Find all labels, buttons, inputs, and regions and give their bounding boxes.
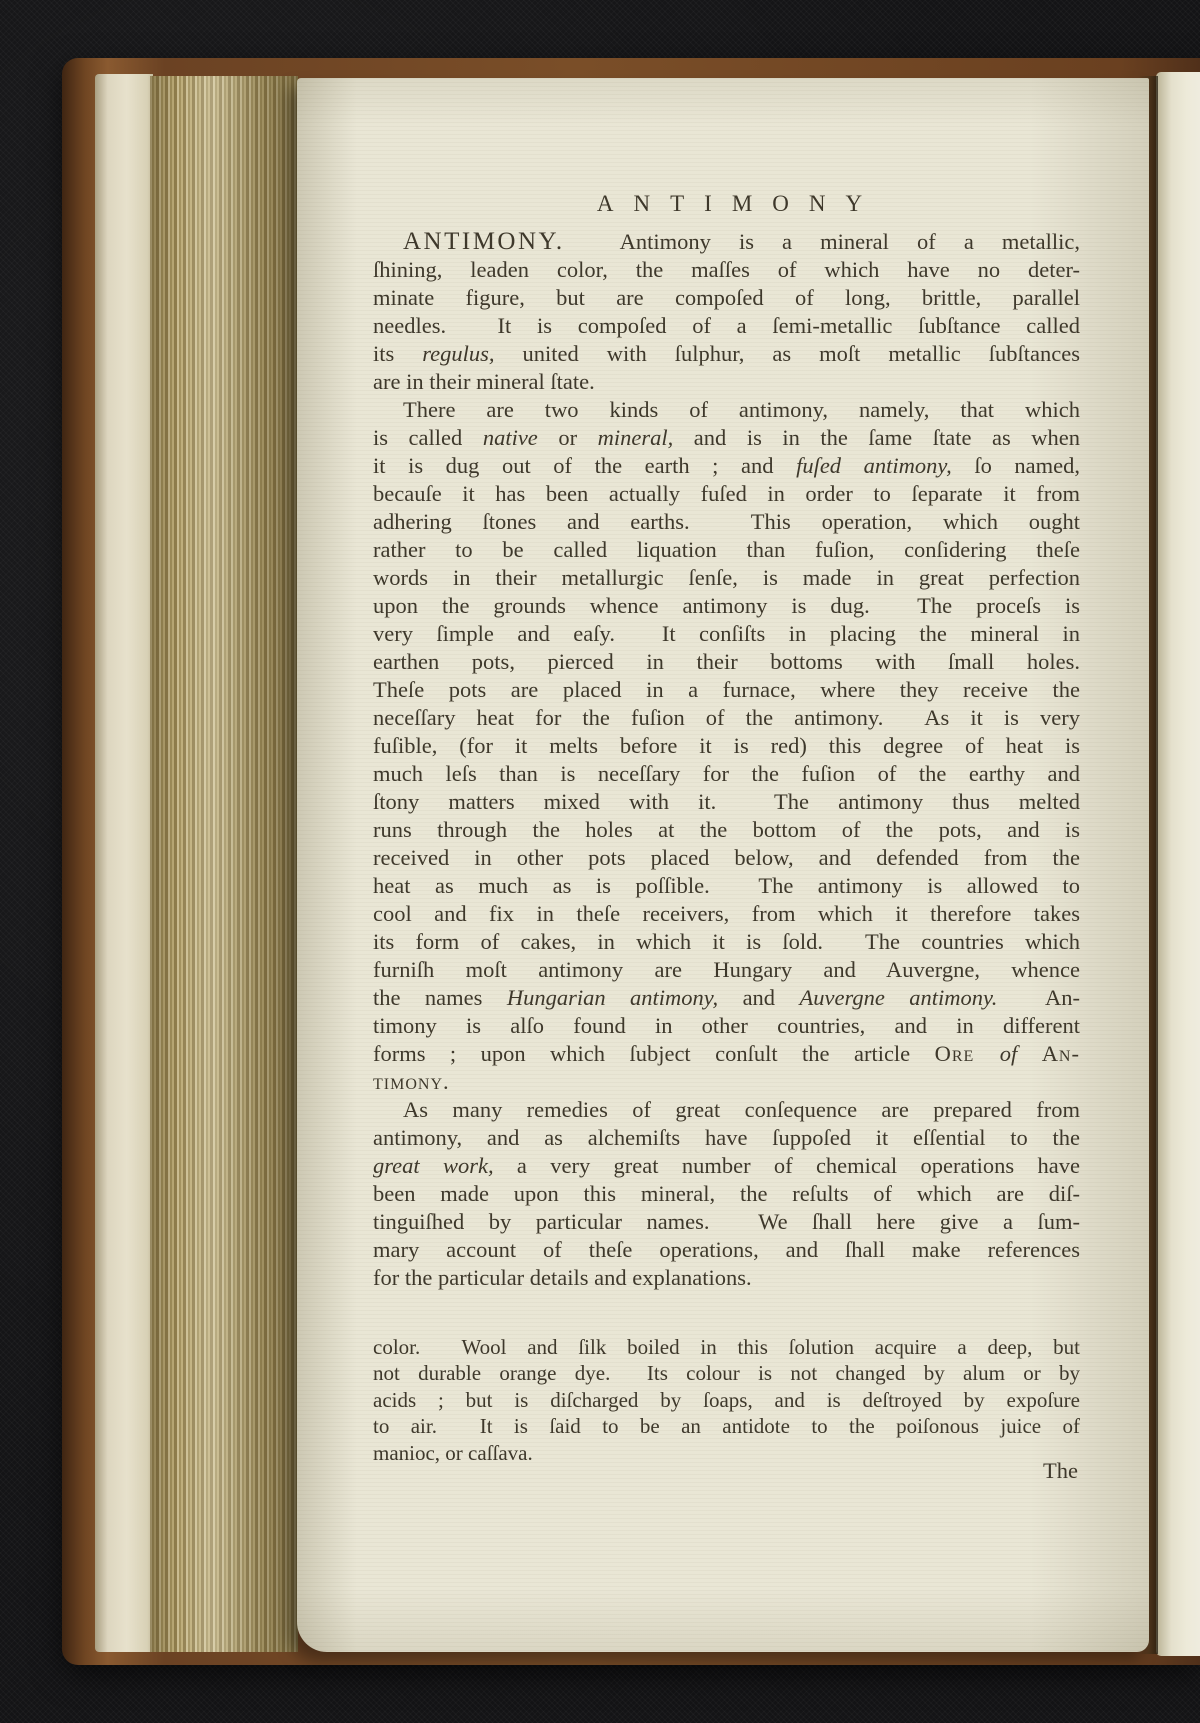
text-line	[373, 1413, 1080, 1439]
text-segment: ſtony matters mixed with it. The antimony thus melted	[373, 789, 1080, 814]
text-segment: rather to be called liquation than fuſion, conſidering theſe	[373, 537, 1080, 562]
endpaper	[95, 74, 153, 1652]
text-line	[373, 536, 1080, 564]
text-segment: of	[999, 1041, 1042, 1066]
text-segment: neceſſary heat for the fuſion of the antimony. As it is very	[373, 705, 1080, 730]
text-segment: ANTIMONY.	[403, 228, 565, 255]
text-line	[373, 1180, 1080, 1208]
text-segment: Auvergne antimony.	[799, 985, 998, 1010]
text-line	[373, 844, 1080, 872]
text-line	[373, 424, 1080, 452]
text-line	[373, 592, 1080, 620]
text-line	[373, 760, 1080, 788]
text-segment: for the particular details and explanations.	[373, 1265, 752, 1290]
text-line	[373, 396, 1080, 424]
text-line	[373, 1387, 1080, 1413]
text-line	[373, 1096, 1080, 1124]
text-line	[373, 284, 1080, 312]
text-line	[373, 1334, 1080, 1360]
text-segment: or	[537, 425, 598, 450]
text-segment: been made upon this mineral, the reſults of which are diſ-	[373, 1181, 1080, 1206]
text-segment: adhering ſtones and earths. This operation, which ought	[373, 509, 1080, 534]
text-segment: mineral,	[597, 425, 674, 450]
text-segment: Antimony is a mineral of a metallic,	[564, 229, 1080, 254]
text-segment: words in their metallurgic ſenſe, is made in great perfection	[373, 565, 1080, 590]
text-line	[373, 228, 1080, 256]
text-line	[373, 816, 1080, 844]
text-line	[373, 1012, 1080, 1040]
article-body	[373, 228, 1080, 1292]
text-segment: timony.	[373, 1069, 450, 1094]
text-line	[373, 312, 1080, 340]
text-segment: forms ; upon which ſubject conſult the article	[373, 1041, 935, 1066]
text-line	[373, 648, 1080, 676]
text-line	[373, 732, 1080, 760]
text-segment: the names	[373, 985, 507, 1010]
text-segment: runs through the holes at the bottom of the pots, and is	[373, 817, 1080, 842]
text-segment: needles. It is compoſed of a ſemi-metallic ſubſtance called	[373, 313, 1080, 338]
text-segment: acids ; but is diſcharged by ſoaps, and is deſtroyed by expoſure	[373, 1387, 1080, 1412]
text-segment: Ore	[934, 1041, 1000, 1066]
text-line	[373, 564, 1080, 592]
text-line	[373, 1440, 1080, 1466]
text-segment: timony is alſo found in other countries, and in different	[373, 1013, 1080, 1038]
text-segment: As many remedies of great conſequence are prepared from	[403, 1097, 1080, 1122]
text-line	[373, 1124, 1080, 1152]
text-line	[373, 508, 1080, 536]
text-segment: a very great number of chemical operations have	[493, 1153, 1080, 1178]
text-segment: ſhining, leaden color, the maſſes of which have no deter-	[373, 257, 1080, 282]
adjacent-page-edge	[1156, 72, 1200, 1656]
text-segment: united with ſulphur, as moſt metallic ſubſtances	[494, 341, 1080, 366]
text-segment: mary account of theſe operations, and ſhall make references	[373, 1237, 1080, 1262]
text-segment: fuſed antimony,	[796, 453, 952, 478]
text-segment: and	[718, 985, 800, 1010]
text-segment: heat as much as is poſſible. The antimony is allowed to	[373, 873, 1080, 898]
text-segment: are in their mineral ſtate.	[373, 369, 595, 394]
text-segment: it is dug out of the earth ; and	[373, 453, 797, 478]
text-segment: There are two kinds of antimony, namely, that which	[403, 397, 1080, 422]
page-fore-edges	[150, 76, 298, 1652]
text-segment: to air. It is ſaid to be an antidote to the poiſonous juice of	[373, 1414, 1080, 1439]
text-line	[373, 452, 1080, 480]
text-segment: minate figure, but are compoſed of long, brittle, parallel	[373, 285, 1080, 310]
text-segment: very ſimple and eaſy. It conſiſts in placing the mineral in	[373, 621, 1080, 646]
book-page	[297, 78, 1149, 1652]
text-segment: An-	[997, 985, 1081, 1010]
text-segment: tinguiſhed by particular names. We ſhall here give a ſum-	[373, 1209, 1080, 1234]
text-segment: not durable orange dye. Its colour is not changed by alum or by	[373, 1361, 1080, 1386]
text-segment: received in other pots placed below, and defended from the	[373, 845, 1080, 870]
text-segment: ſo named,	[951, 453, 1080, 478]
text-line	[373, 676, 1080, 704]
text-line	[373, 1152, 1080, 1180]
text-segment: great work,	[373, 1153, 494, 1178]
text-segment: An-	[1041, 1041, 1080, 1066]
text-line	[373, 984, 1080, 1012]
text-segment: cool and fix in theſe receivers, from which it therefore takes	[373, 901, 1080, 926]
text-line	[373, 480, 1080, 508]
text-segment: Theſe pots are placed in a furnace, where they receive the	[373, 677, 1080, 702]
text-line	[373, 1360, 1080, 1386]
footnote	[373, 1334, 1080, 1466]
text-segment: regulus,	[422, 341, 495, 366]
text-line	[373, 620, 1080, 648]
text-line	[373, 956, 1080, 984]
text-segment: antimony, and as alchemiſts have ſuppoſed it eſſential to the	[373, 1125, 1080, 1150]
text-line	[373, 900, 1080, 928]
text-line	[373, 1264, 1080, 1292]
text-line	[373, 872, 1080, 900]
text-line	[373, 788, 1080, 816]
text-segment: native	[482, 425, 538, 450]
running-title: ANTIMONY	[596, 191, 883, 216]
text-segment: becauſe it has been actually fuſed in order to ſeparate it from	[373, 481, 1080, 506]
text-line	[373, 1236, 1080, 1264]
text-line	[373, 340, 1080, 368]
text-column	[373, 78, 1080, 1652]
text-segment: manioc, or caſſava.	[373, 1440, 533, 1465]
text-segment: Hungarian antimony,	[506, 985, 719, 1010]
text-line	[373, 928, 1080, 956]
text-segment: upon the grounds whence antimony is dug. The proceſs is	[373, 593, 1080, 618]
text-line	[373, 1040, 1080, 1068]
text-segment: and is in the ſame ſtate as when	[673, 425, 1080, 450]
text-segment: furniſh moſt antimony are Hungary and Auvergne, whence	[373, 957, 1080, 982]
text-segment: its form of cakes, in which it is ſold. The countries which	[373, 929, 1080, 954]
text-segment: color. Wool and ſilk boiled in this ſolution acquire a deep, but	[373, 1335, 1080, 1359]
text-segment: its	[373, 341, 423, 366]
book	[62, 58, 1200, 1665]
text-segment: earthen pots, pierced in their bottoms with ſmall holes.	[373, 649, 1080, 674]
text-line	[373, 1068, 1080, 1096]
text-line	[373, 1208, 1080, 1236]
text-segment: fuſible, (for it melts before it is red) this degree of heat is	[373, 733, 1080, 758]
text-segment: much leſs than is neceſſary for the fuſion of the earthy and	[373, 761, 1080, 786]
catchword: The	[1043, 1458, 1078, 1483]
text-line	[373, 368, 1080, 396]
text-segment: is called	[373, 425, 483, 450]
text-line	[373, 256, 1080, 284]
text-line	[373, 704, 1080, 732]
